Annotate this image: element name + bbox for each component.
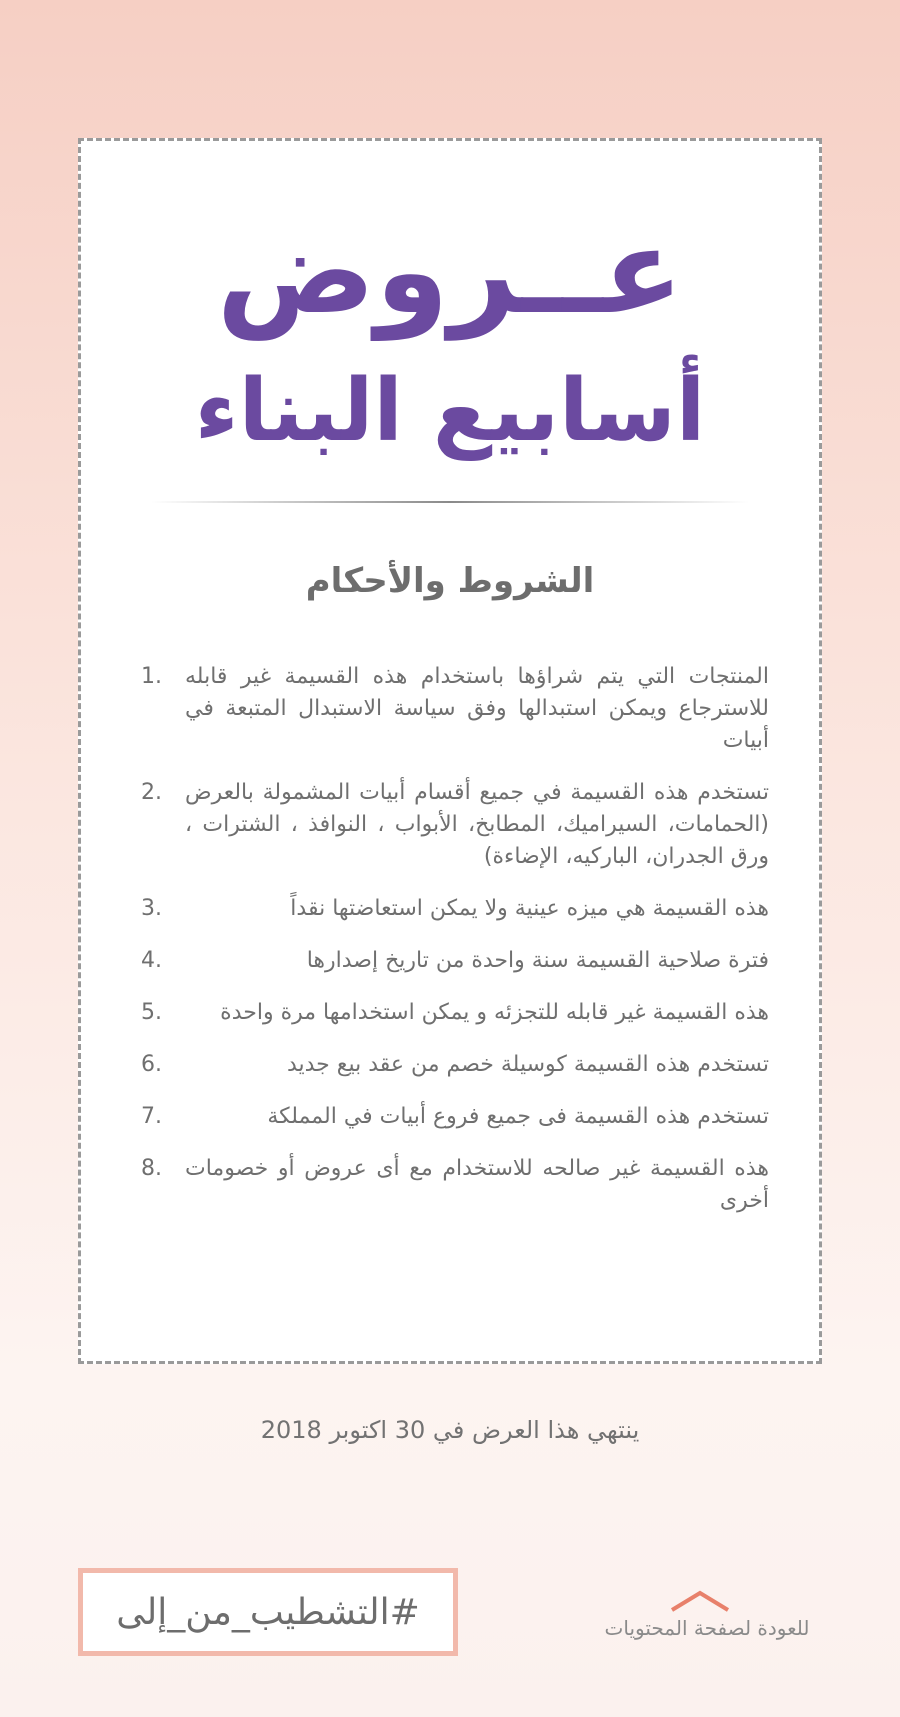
term-item [141,777,769,873]
offer-title-line1: عــروض [216,202,684,340]
term-text: تستخدم هذه القسيمة كوسيلة خصم من عقد بيع جديد [286,1052,769,1077]
terms-list [141,661,769,1237]
term-item [141,661,769,757]
term-text: هذه القسيمة هي ميزه عينية ولا يمكن استعاضتها نقداً [290,896,769,921]
term-number: 1. [141,664,162,689]
term-text: تستخدم هذه القسيمة في جميع أقسام أبيات المشمولة بالعرض (الحمامات، السيراميك، المطابخ، الأبواب ، النوافذ ، الشترات ، ورق الجدران، الباركيه، الإضاءة) [185,780,769,869]
hashtag-box [78,1568,458,1656]
roof-icon [670,1590,730,1612]
term-item [141,945,769,977]
term-item [141,1153,769,1217]
term-number: 7. [141,1104,162,1129]
terms-heading: الشروط والأحكام [305,561,595,601]
term-number: 3. [141,896,162,921]
term-text: تستخدم هذه القسيمة فى جميع فروع أبيات في المملكة [267,1104,769,1129]
term-item [141,1049,769,1081]
term-text: فترة صلاحية القسيمة سنة واحدة من تاريخ إصدارها [306,948,769,973]
coupon-card [78,138,822,1364]
term-number: 2. [141,780,162,805]
offer-title-line2: أسابيع البناء [194,361,706,461]
hashtag-text: #التشطيب_من_إلى [116,1591,420,1633]
back-to-contents-label: للعودة لصفحة المحتويات [604,1616,810,1640]
term-item [141,997,769,1029]
term-text: المنتجات التي يتم شراؤها باستخدام هذه القسيمة غير قابله للاسترجاع ويمكن استبدالها وفق سياسة الاستبدال المتبعة في أبيات [185,664,769,753]
term-item [141,893,769,925]
term-number: 8. [141,1156,162,1181]
term-text: هذه القسيمة غير قابله للتجزئه و يمكن استخدامها مرة واحدة [220,1000,769,1025]
offer-title [81,191,819,471]
term-item [141,1101,769,1133]
term-number: 4. [141,948,162,973]
title-divider [151,501,749,503]
back-to-contents-link[interactable] [592,1590,822,1640]
offer-expiry-note: ينتهي هذا العرض في 30 اكتوبر 2018 [260,1416,640,1444]
term-number: 5. [141,1000,162,1025]
term-number: 6. [141,1052,162,1077]
term-text: هذه القسيمة غير صالحه للاستخدام مع أى عروض أو خصومات أخرى [185,1156,769,1213]
